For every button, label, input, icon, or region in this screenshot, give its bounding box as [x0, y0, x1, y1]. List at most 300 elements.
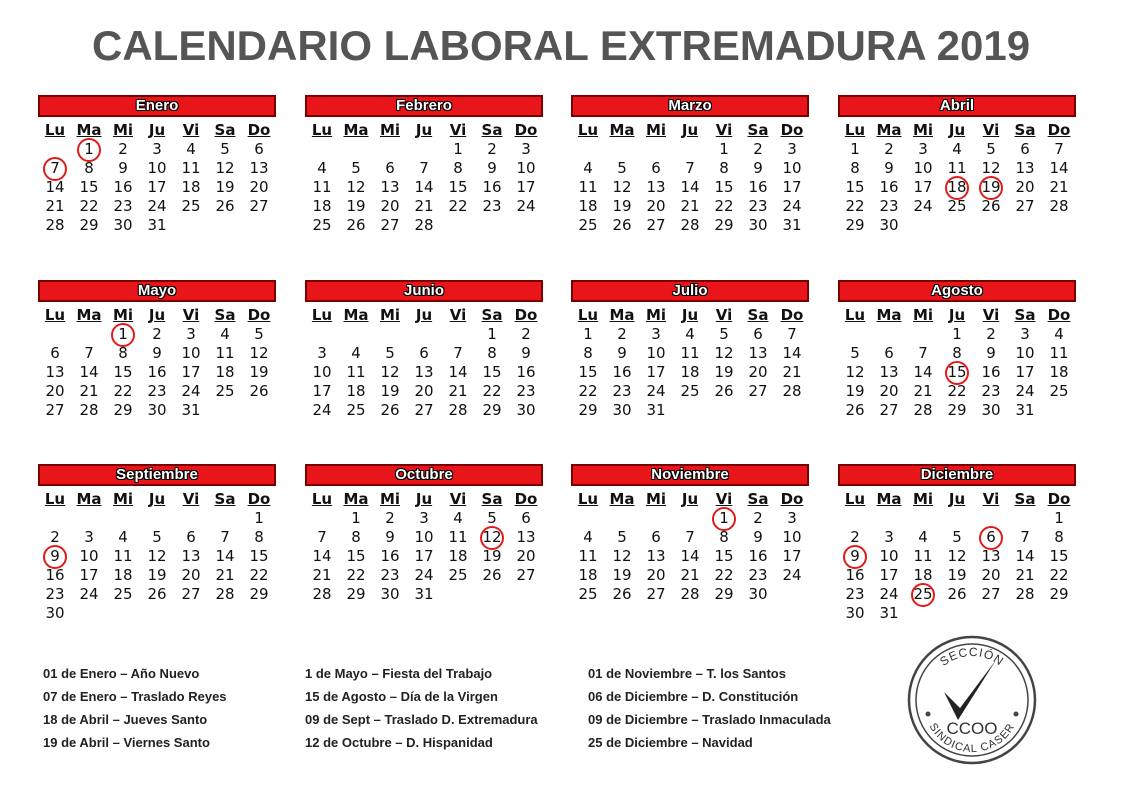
legend-item: 09 de Diciembre – Traslado Inmaculada: [588, 712, 831, 727]
day-cell: 19: [482, 547, 502, 565]
weekday-label: Lu: [44, 121, 66, 139]
month-header: Octubre: [305, 464, 543, 486]
day-cell: 15: [113, 363, 133, 381]
day-cell: 13: [380, 178, 400, 196]
day-cell: 30: [748, 585, 768, 603]
day-cell: 18: [1049, 363, 1069, 381]
month-header: Mayo: [38, 280, 276, 302]
weekday-label: Do: [247, 306, 271, 324]
day-cell: 10: [414, 528, 434, 546]
day-cell: 11: [947, 159, 967, 177]
week-row: [571, 528, 809, 547]
empty-cell: [38, 325, 72, 344]
day-cell: 31: [646, 401, 666, 419]
weekday-label: Lu: [577, 306, 599, 324]
day-cell: 14: [680, 178, 700, 196]
day-cell: 12: [380, 363, 400, 381]
day-cell: 3: [419, 509, 429, 527]
month-days-grid: [305, 121, 543, 235]
weekday-label: Mi: [112, 121, 134, 139]
legend-item: 12 de Octubre – D. Hispanidad: [305, 735, 493, 750]
day-cell: 7: [220, 528, 230, 546]
day-cell: 30: [516, 401, 536, 419]
day-cell: 17: [879, 566, 899, 584]
week-row: [38, 197, 276, 216]
month-febrero: [305, 95, 543, 235]
day-cell: 7: [1054, 140, 1064, 158]
day-cell: 26: [215, 197, 235, 215]
weekday-label: Sa: [1014, 121, 1036, 139]
empty-cell: [605, 140, 639, 159]
day-cell: 24: [516, 197, 536, 215]
day-cell: 24: [79, 585, 99, 603]
day-cell: 2: [850, 528, 860, 546]
day-cell: 16: [113, 178, 133, 196]
day-cell: 18: [680, 363, 700, 381]
day-cell: 25: [680, 382, 700, 400]
day-cell: 16: [748, 178, 768, 196]
week-row: [38, 566, 276, 585]
day-cell: 17: [1015, 363, 1035, 381]
month-days-grid: [38, 306, 276, 420]
empty-cell: [208, 604, 242, 623]
weekday-label: Ma: [76, 490, 102, 508]
weekday-label: Ju: [148, 490, 166, 508]
day-cell: 3: [651, 325, 661, 343]
month-header: Agosto: [838, 280, 1076, 302]
day-cell: 31: [147, 216, 167, 234]
day-cell: 13: [1015, 159, 1035, 177]
day-cell: 13: [414, 363, 434, 381]
empty-cell: [174, 216, 208, 235]
weekday-label: Mi: [379, 121, 401, 139]
day-cell: 17: [312, 382, 332, 400]
week-row: [571, 178, 809, 197]
day-cell: 3: [884, 528, 894, 546]
week-row: [305, 140, 543, 159]
week-row: [305, 401, 543, 420]
day-cell: 4: [952, 140, 962, 158]
weekday-label: Lu: [311, 306, 333, 324]
day-cell: 23: [845, 585, 865, 603]
weekday-label: Ma: [876, 121, 902, 139]
weekday-header-row: [38, 490, 276, 509]
day-cell: 7: [1020, 528, 1030, 546]
day-cell: 14: [913, 363, 933, 381]
day-cell: 17: [782, 547, 802, 565]
day-cell: 20: [45, 382, 65, 400]
weekday-label: Do: [780, 121, 804, 139]
day-cell: 12: [147, 547, 167, 565]
empty-cell: [407, 140, 441, 159]
day-cell: 8: [84, 159, 94, 177]
empty-cell: [72, 604, 106, 623]
week-row: [571, 216, 809, 235]
day-cell: 23: [147, 382, 167, 400]
weekday-header-row: [305, 121, 543, 140]
day-cell: 27: [516, 566, 536, 584]
weekday-label: Vi: [715, 306, 733, 324]
week-row: [305, 382, 543, 401]
weekday-label: Do: [1047, 306, 1071, 324]
day-cell: 12: [612, 178, 632, 196]
month-days-grid: [38, 490, 276, 623]
week-row: [38, 159, 276, 178]
day-cell: 2: [617, 325, 627, 343]
weekday-label: Sa: [747, 121, 769, 139]
day-cell: 26: [612, 585, 632, 603]
day-cell: 1: [453, 140, 463, 158]
day-cell: 23: [516, 382, 536, 400]
day-cell: 1: [583, 325, 593, 343]
weekday-label: Ma: [343, 490, 369, 508]
weekday-label: Do: [780, 306, 804, 324]
day-cell: 28: [414, 216, 434, 234]
week-row: [38, 547, 276, 566]
day-cell: 25: [578, 585, 598, 603]
day-cell: 23: [482, 197, 502, 215]
day-cell: 24: [782, 566, 802, 584]
day-cell: 20: [414, 382, 434, 400]
day-cell: 14: [448, 363, 468, 381]
day-cell: 29: [578, 401, 598, 419]
weekday-label: Sa: [481, 121, 503, 139]
weekday-label: Ju: [681, 490, 699, 508]
day-cell: 4: [118, 528, 128, 546]
day-cell: 15: [482, 363, 502, 381]
week-row: [38, 528, 276, 547]
day-cell: 27: [249, 197, 269, 215]
week-row: [838, 197, 1076, 216]
day-cell: 4: [453, 509, 463, 527]
day-cell: 10: [1015, 344, 1035, 362]
week-row: [838, 178, 1076, 197]
day-cell: 5: [351, 159, 361, 177]
week-row: [38, 216, 276, 235]
holiday-day-cell: 6: [974, 528, 1008, 547]
day-cell: 29: [346, 585, 366, 603]
empty-cell: [509, 585, 543, 604]
day-cell: 1: [952, 325, 962, 343]
day-cell: 19: [346, 197, 366, 215]
month-septiembre: [38, 464, 276, 623]
weekday-label: Sa: [747, 306, 769, 324]
week-row: [571, 401, 809, 420]
stamp-top-text: SECCIÓN: [937, 644, 1007, 669]
day-cell: 5: [220, 140, 230, 158]
day-cell: 5: [487, 509, 497, 527]
week-row: [305, 159, 543, 178]
day-cell: 14: [79, 363, 99, 381]
day-cell: 9: [617, 344, 627, 362]
weekday-label: Vi: [449, 121, 467, 139]
day-cell: 11: [181, 159, 201, 177]
month-days-grid: [838, 306, 1076, 420]
day-cell: 29: [714, 216, 734, 234]
weekday-label: Ju: [148, 121, 166, 139]
day-cell: 11: [578, 178, 598, 196]
empty-cell: [208, 216, 242, 235]
week-row: [38, 178, 276, 197]
day-cell: 8: [850, 159, 860, 177]
week-row: [571, 325, 809, 344]
legend-item: 01 de Noviembre – T. los Santos: [588, 666, 786, 681]
week-row: [38, 604, 276, 623]
day-cell: 14: [1049, 159, 1069, 177]
empty-cell: [339, 325, 373, 344]
empty-cell: [242, 604, 276, 623]
month-days-grid: [571, 121, 809, 235]
day-cell: 27: [45, 401, 65, 419]
day-cell: 10: [879, 547, 899, 565]
day-cell: 22: [845, 197, 865, 215]
empty-cell: [373, 325, 407, 344]
day-cell: 30: [380, 585, 400, 603]
day-cell: 25: [215, 382, 235, 400]
day-cell: 16: [879, 178, 899, 196]
weekday-label: Do: [247, 121, 271, 139]
day-cell: 27: [646, 585, 666, 603]
day-cell: 22: [714, 197, 734, 215]
month-agosto: [838, 280, 1076, 420]
day-cell: 27: [414, 401, 434, 419]
weekday-label: Mi: [112, 490, 134, 508]
checkmark-icon: [944, 660, 996, 720]
day-cell: 28: [79, 401, 99, 419]
weekday-label: Sa: [1014, 490, 1036, 508]
day-cell: 6: [521, 509, 531, 527]
empty-cell: [741, 401, 775, 420]
day-cell: 14: [782, 344, 802, 362]
day-cell: 21: [448, 382, 468, 400]
week-row: [305, 363, 543, 382]
day-cell: 27: [646, 216, 666, 234]
day-cell: 28: [680, 585, 700, 603]
day-cell: 17: [79, 566, 99, 584]
day-cell: 11: [312, 178, 332, 196]
day-cell: 10: [79, 547, 99, 565]
month-header: Junio: [305, 280, 543, 302]
day-cell: 12: [346, 178, 366, 196]
day-cell: 1: [254, 509, 264, 527]
empty-cell: [373, 140, 407, 159]
day-cell: 12: [981, 159, 1001, 177]
empty-cell: [974, 604, 1008, 623]
day-cell: 1: [351, 509, 361, 527]
weekday-header-row: [571, 490, 809, 509]
day-cell: 28: [1049, 197, 1069, 215]
empty-cell: [639, 509, 673, 528]
day-cell: 26: [612, 216, 632, 234]
day-cell: 11: [1049, 344, 1069, 362]
day-cell: 29: [947, 401, 967, 419]
day-cell: 28: [782, 382, 802, 400]
empty-cell: [1042, 401, 1076, 420]
week-row: [305, 344, 543, 363]
day-cell: 22: [249, 566, 269, 584]
day-cell: 15: [578, 363, 598, 381]
day-cell: 25: [312, 216, 332, 234]
day-cell: 26: [147, 585, 167, 603]
svg-text:SECCIÓN: [937, 645, 1006, 669]
day-cell: 19: [612, 566, 632, 584]
day-cell: 21: [312, 566, 332, 584]
day-cell: 18: [312, 197, 332, 215]
day-cell: 21: [79, 382, 99, 400]
empty-cell: [974, 216, 1008, 235]
week-row: [38, 382, 276, 401]
legend-item: 15 de Agosto – Día de la Virgen: [305, 689, 498, 704]
weekday-label: Sa: [214, 121, 236, 139]
day-cell: 5: [617, 528, 627, 546]
day-cell: 13: [748, 344, 768, 362]
weekday-label: Sa: [214, 490, 236, 508]
day-cell: 23: [380, 566, 400, 584]
day-cell: 11: [448, 528, 468, 546]
legend-item: 19 de Abril – Viernes Santo: [43, 735, 210, 750]
day-cell: 12: [249, 344, 269, 362]
holiday-day-cell: 7: [38, 159, 72, 178]
month-mayo: [38, 280, 276, 420]
holiday-day-cell: 1: [72, 140, 106, 159]
day-cell: 23: [612, 382, 632, 400]
day-cell: 5: [152, 528, 162, 546]
week-row: [838, 401, 1076, 420]
day-cell: 30: [612, 401, 632, 419]
weekday-label: Lu: [577, 121, 599, 139]
empty-cell: [1008, 216, 1042, 235]
weekday-label: Sa: [481, 306, 503, 324]
day-cell: 4: [1054, 325, 1064, 343]
week-row: [838, 604, 1076, 623]
holiday-legend-col1: [43, 662, 227, 754]
day-cell: 26: [981, 197, 1001, 215]
day-cell: 27: [1015, 197, 1035, 215]
month-header: Enero: [38, 95, 276, 117]
weekday-label: Ma: [609, 490, 635, 508]
weekday-header-row: [838, 306, 1076, 325]
day-cell: 15: [714, 547, 734, 565]
empty-cell: [707, 401, 741, 420]
weekday-label: Sa: [747, 490, 769, 508]
day-cell: 2: [152, 325, 162, 343]
week-row: [305, 325, 543, 344]
day-cell: 2: [986, 325, 996, 343]
day-cell: 27: [181, 585, 201, 603]
week-row: [571, 159, 809, 178]
empty-cell: [775, 401, 809, 420]
day-cell: 31: [414, 585, 434, 603]
empty-cell: [106, 509, 140, 528]
day-cell: 4: [186, 140, 196, 158]
day-cell: 16: [748, 547, 768, 565]
day-cell: 28: [448, 401, 468, 419]
day-cell: 26: [249, 382, 269, 400]
weekday-label: Ma: [876, 490, 902, 508]
empty-cell: [906, 325, 940, 344]
weekday-label: Lu: [844, 490, 866, 508]
week-row: [571, 509, 809, 528]
day-cell: 29: [113, 401, 133, 419]
month-marzo: [571, 95, 809, 235]
day-cell: 22: [346, 566, 366, 584]
day-cell: 16: [482, 178, 502, 196]
day-cell: 31: [1015, 401, 1035, 419]
weekday-label: Ju: [948, 306, 966, 324]
holiday-day-cell: 1: [707, 509, 741, 528]
day-cell: 9: [118, 159, 128, 177]
day-cell: 21: [45, 197, 65, 215]
day-cell: 10: [147, 159, 167, 177]
day-cell: 19: [714, 363, 734, 381]
holiday-day-cell: 9: [38, 547, 72, 566]
day-cell: 21: [680, 197, 700, 215]
day-cell: 25: [346, 401, 366, 419]
day-cell: 5: [385, 344, 395, 362]
weekday-label: Ma: [343, 121, 369, 139]
day-cell: 21: [913, 382, 933, 400]
weekday-label: Ju: [415, 306, 433, 324]
day-cell: 5: [719, 325, 729, 343]
day-cell: 17: [516, 178, 536, 196]
day-cell: 14: [312, 547, 332, 565]
day-cell: 4: [317, 159, 327, 177]
weekday-label: Ju: [948, 121, 966, 139]
weekday-label: Ju: [681, 121, 699, 139]
weekday-label: Mi: [379, 306, 401, 324]
empty-cell: [140, 509, 174, 528]
empty-cell: [673, 401, 707, 420]
day-cell: 20: [646, 566, 666, 584]
month-diciembre: [838, 464, 1076, 623]
day-cell: 16: [981, 363, 1001, 381]
weekday-label: Lu: [311, 121, 333, 139]
day-cell: 31: [181, 401, 201, 419]
day-cell: 10: [516, 159, 536, 177]
month-days-grid: [838, 490, 1076, 623]
day-cell: 25: [1049, 382, 1069, 400]
day-cell: 24: [913, 197, 933, 215]
empty-cell: [509, 216, 543, 235]
week-row: [838, 585, 1076, 604]
day-cell: 6: [1020, 140, 1030, 158]
day-cell: 19: [845, 382, 865, 400]
day-cell: 10: [782, 528, 802, 546]
day-cell: 5: [986, 140, 996, 158]
day-cell: 15: [1049, 547, 1069, 565]
weekday-label: Lu: [44, 306, 66, 324]
day-cell: 21: [782, 363, 802, 381]
empty-cell: [838, 325, 872, 344]
week-row: [838, 382, 1076, 401]
day-cell: 10: [782, 159, 802, 177]
day-cell: 3: [186, 325, 196, 343]
weekday-header-row: [305, 306, 543, 325]
day-cell: 6: [419, 344, 429, 362]
day-cell: 30: [981, 401, 1001, 419]
day-cell: 13: [646, 178, 666, 196]
day-cell: 3: [918, 140, 928, 158]
legend-item: 09 de Sept – Traslado D. Extremadura: [305, 712, 538, 727]
legend-item: 25 de Diciembre – Navidad: [588, 735, 753, 750]
day-cell: 11: [346, 363, 366, 381]
weekday-label: Vi: [449, 306, 467, 324]
day-cell: 13: [981, 547, 1001, 565]
month-octubre: [305, 464, 543, 604]
day-cell: 3: [521, 140, 531, 158]
weekday-label: Mi: [912, 121, 934, 139]
day-cell: 22: [113, 382, 133, 400]
